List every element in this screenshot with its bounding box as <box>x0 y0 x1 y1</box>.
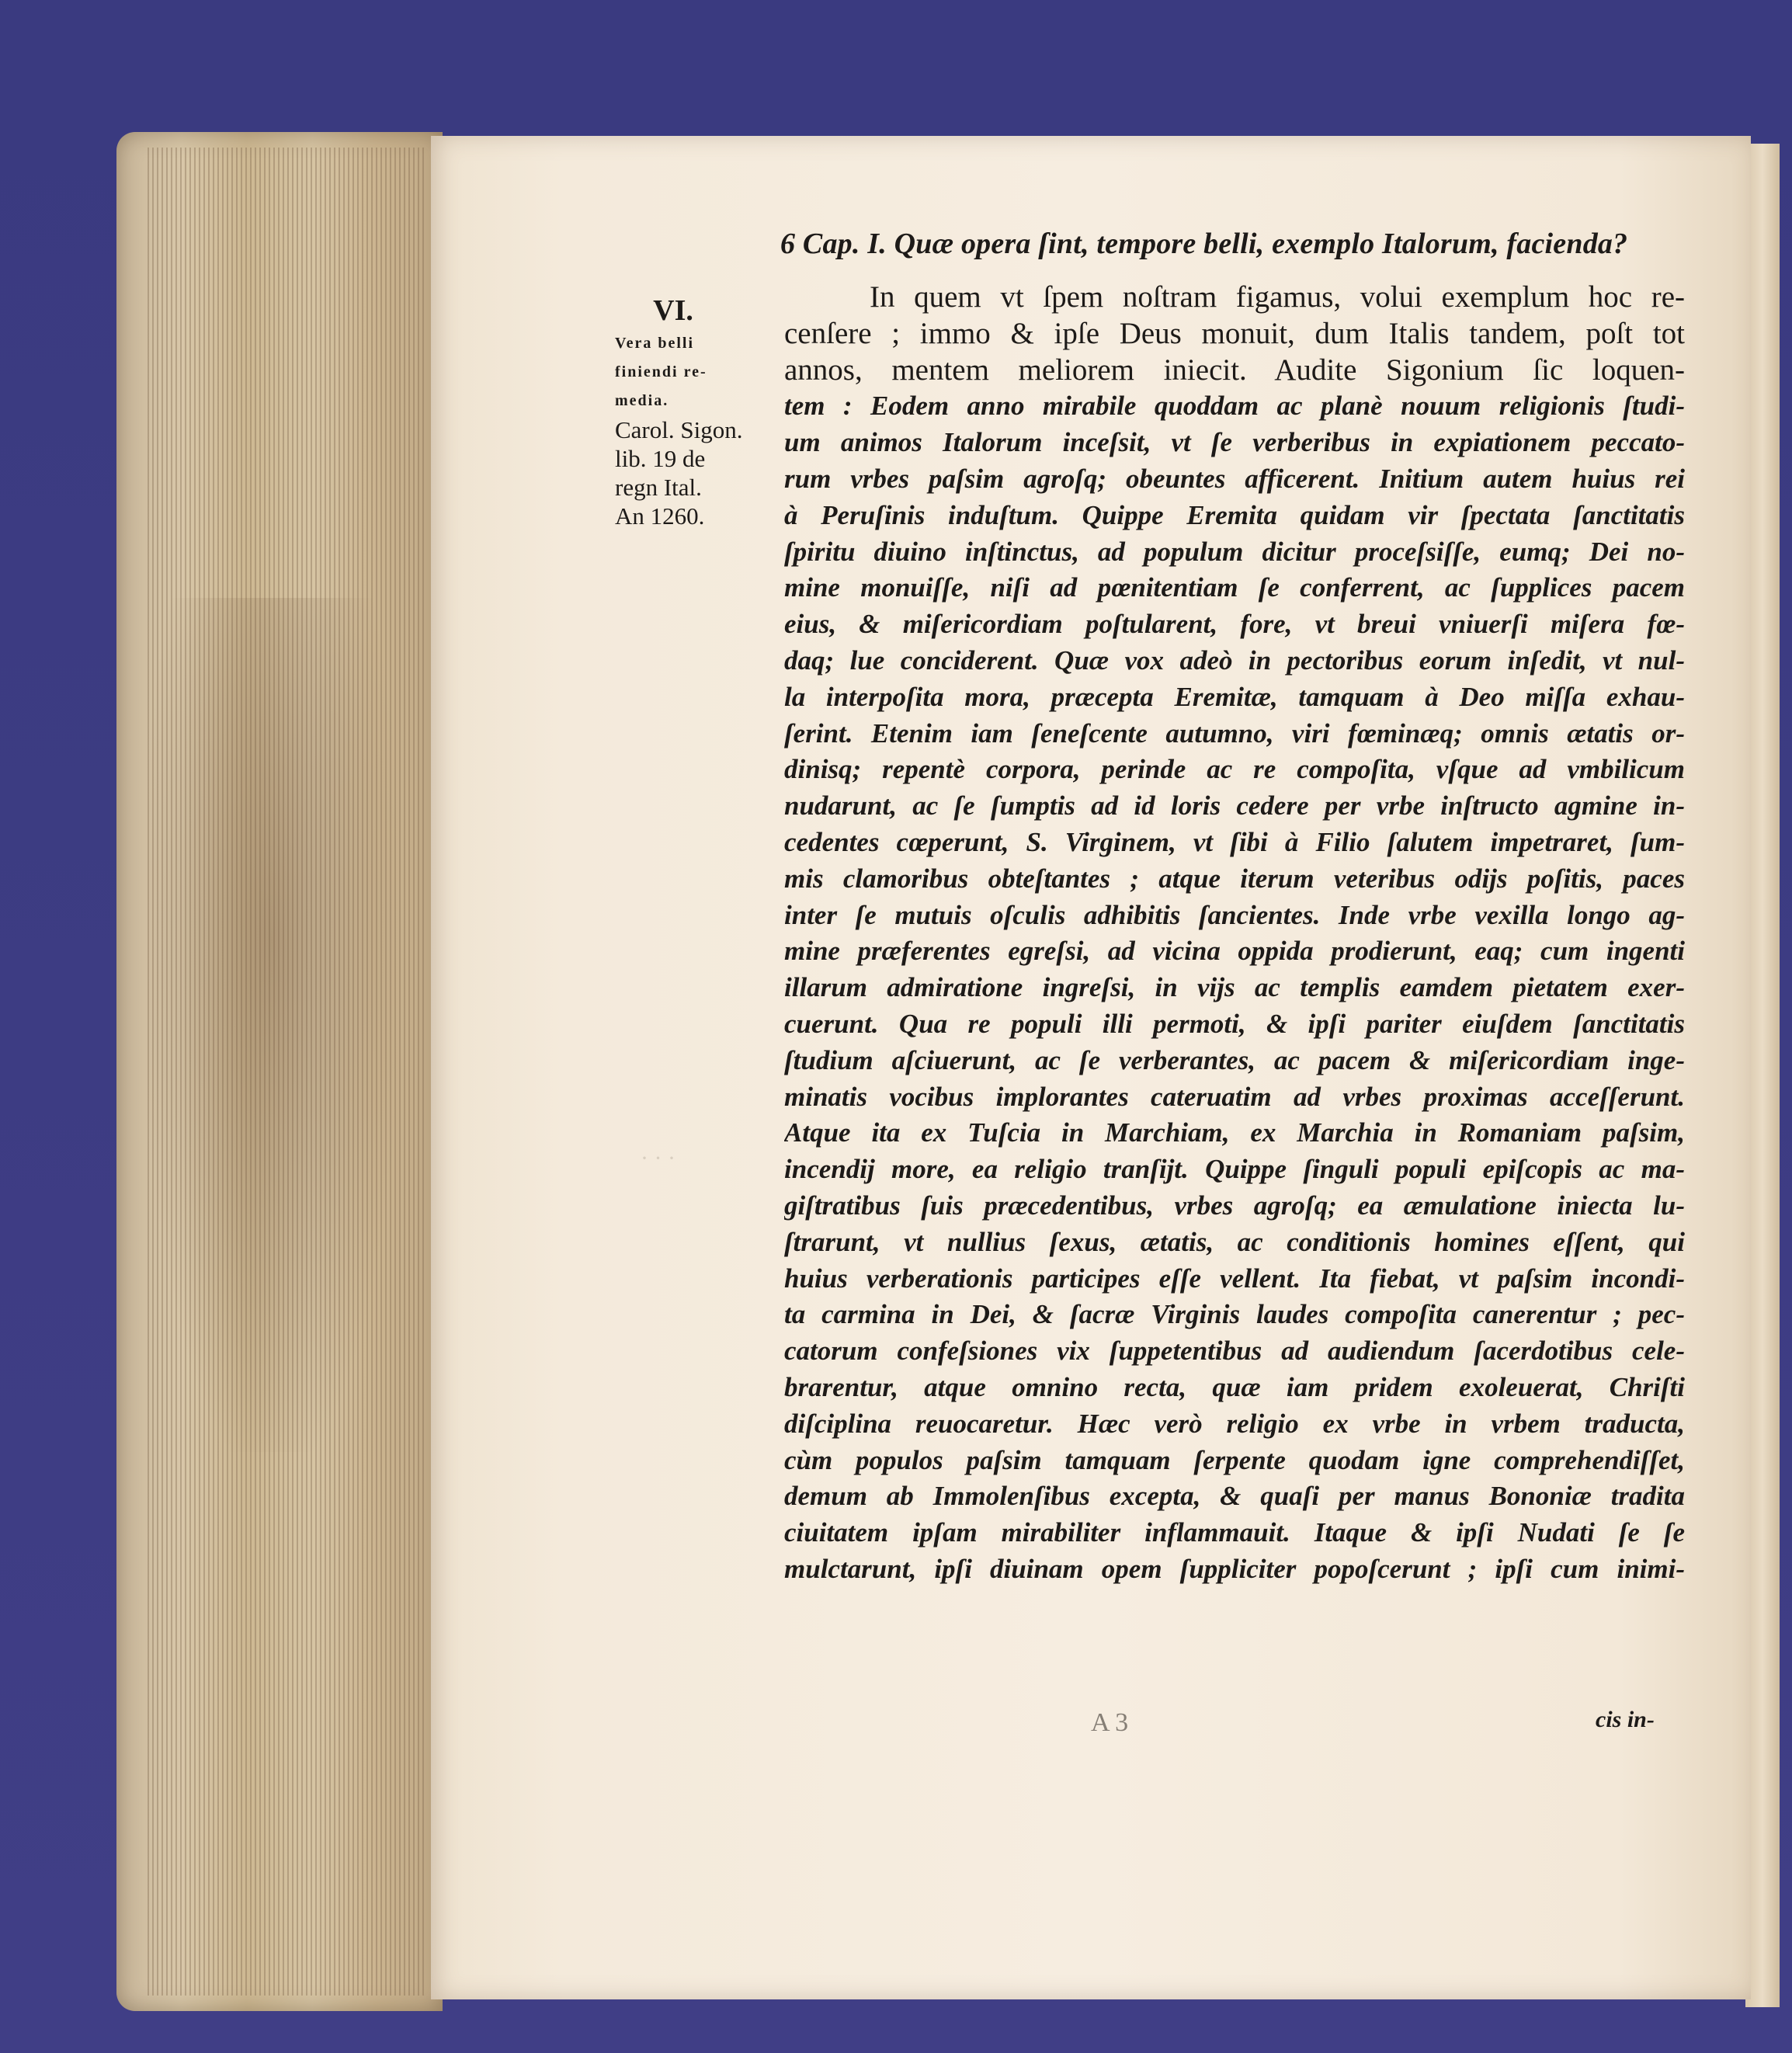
margin-reference-line: Carol. Sigon. <box>615 416 743 443</box>
signature-mark: A 3 <box>1091 1708 1129 1737</box>
margin-notes <box>615 294 778 530</box>
text-line: tem : Eodem anno mirabile quoddam ac planè nouum religionis ſtudi- <box>784 391 1685 422</box>
text-line: illarum admiratione ingreſsi, in vijs ac templis eamdem pietatem exer- <box>784 972 1685 1003</box>
text-line: cenſere ; immo & ipſe Deus monuit, dum Italis tandem, poſt tot <box>784 316 1685 350</box>
text-line: cùm populos paſsim tamquam ſerpente quodam igne comprehendiſſet, <box>784 1444 1685 1475</box>
main-text-block <box>784 280 1685 1588</box>
running-head: 6 Cap. I. Quæ opera ſint, tempore belli, exemplo Italorum, facienda? <box>780 228 1628 260</box>
text-line: Atque ita ex Tuſcia in Marchiam, ex Marchia in Romaniam paſsim, <box>784 1117 1685 1148</box>
text-line: cedentes cœperunt, S. Virginem, vt ſibi à Filio ſalutem impetraret, ſum- <box>784 826 1685 857</box>
text-line: incendij more, ea religio tranſijt. Quippe ſinguli populi epiſcopis ac ma- <box>784 1154 1685 1185</box>
text-line: demum ab Immolenſibus excepta, & quaſi per manus Bononiæ tradita <box>784 1481 1685 1512</box>
text-line: mine præferentes egreſsi, ad vicina oppida prodierunt, eaq; cum ingenti <box>784 936 1685 967</box>
text-line: dinisq; repentè corpora, perinde ac re compoſita, vſque ad vmbilicum <box>784 754 1685 785</box>
text-line: ta carmina in Dei, & ſacræ Virginis laudes compoſita canerentur ; pec- <box>784 1299 1685 1330</box>
text-line: catorum confeſsiones vix ſuppetentibus ad audiendum ſacerdotibus cele- <box>784 1336 1685 1367</box>
text-line: rum vrbes paſsim agroſq; obeuntes afficerent. Initium autem huius rei <box>784 463 1685 494</box>
page-stack-edge <box>116 132 443 2011</box>
text-line: daq; lue conciderent. Quæ vox adeò in pectoribus eorum inſedit, vt nul- <box>784 644 1685 676</box>
text-line: ſerint. Etenim iam ſeneſcente autumno, viri fœminæq; omnis ætatis or- <box>784 717 1685 749</box>
text-line: um animos Italorum inceſsit, vt ſe verberibus in expiationem peccato- <box>784 427 1685 458</box>
margin-reference-line: An 1260. <box>615 502 705 530</box>
text-line: eius, & miſericordiam poſtularent, fore, vt breui vniuerſi miſera fœ- <box>784 609 1685 640</box>
text-line: cuerunt. Qua re populi illi permoti, & ipſi pariter eiuſdem ſanctitatis <box>784 1008 1685 1039</box>
text-line: mis clamoribus obteſtantes ; atque iterum veteribus odijs poſitis, paces <box>784 863 1685 894</box>
text-line: giſtratibus ſuis præcedentibus, vrbes agroſq; ea æmulatione iniecta lu- <box>784 1190 1685 1221</box>
text-line: annos, mentem meliorem iniecit. Audite Sigonium ſic loquen- <box>784 353 1685 387</box>
text-line: mine monuiſſe, niſi ad pœnitentiam ſe conferrent, ac ſupplices pacem <box>784 572 1685 603</box>
text-line: ciuitatem ipſam mirabiliter inflammauit. Itaque & ipſi Nudati ſe ſe <box>784 1517 1685 1548</box>
text-line: In quem vt ſpem noſtram figamus, volui exemplum hoc re- <box>870 280 1685 314</box>
text-line: mulctarunt, ipſi diuinam opem ſuppliciter popoſcerunt ; ipſi cum inimi- <box>784 1553 1685 1584</box>
text-line: diſciplina reuocaretur. Hæc verò religio ex vrbe in vrbem traducta, <box>784 1408 1685 1439</box>
bleed-through-text: · · · <box>641 1145 675 1171</box>
margin-note-line: media. <box>615 392 669 409</box>
text-line: inter ſe mutuis oſculis adhibitis ſancientes. Inde vrbe vexilla longo ag- <box>784 899 1685 930</box>
margin-note-line: finiendi re- <box>615 363 707 380</box>
text-line: ſpiritu diuino inſtinctus, ad populum dicitur proceſsiſſe, eumq; Dei no- <box>784 536 1685 567</box>
text-line: nudarunt, ac ſe ſumptis ad id loris cedere per vrbe inſtructo agmine in- <box>784 790 1685 822</box>
text-line: ſtrarunt, vt nullius ſexus, ætatis, ac conditionis homines eſſent, qui <box>784 1226 1685 1257</box>
text-line: brarentur, atque omnino recta, quæ iam pridem exoleuerat, Chriſti <box>784 1371 1685 1402</box>
margin-note-line: Vera belli <box>615 335 695 352</box>
margin-reference-line: regn Ital. <box>615 474 702 501</box>
text-line: ſtudium aſciuerunt, ac ſe verberantes, ac pacem & miſericordiam inge- <box>784 1044 1685 1075</box>
section-number: VI. <box>653 294 693 327</box>
text-line: minatis vocibus implorantes cateruatim ad vrbes proximas acceſſerunt. <box>784 1081 1685 1112</box>
margin-reference-line: lib. 19 de <box>615 445 706 472</box>
text-line: huius verberationis participes eſſe vellent. Ita fiebat, vt paſsim incondi- <box>784 1263 1685 1294</box>
catchword: cis in- <box>1596 1707 1655 1732</box>
text-line: à Peruſinis induſtum. Quippe Eremita quidam vir ſpectata ſanctitatis <box>784 499 1685 530</box>
edge-stain <box>148 598 396 1452</box>
text-line: la interpoſita mora, præcepta Eremitæ, tamquam à Deo miſſa exhau- <box>784 681 1685 712</box>
